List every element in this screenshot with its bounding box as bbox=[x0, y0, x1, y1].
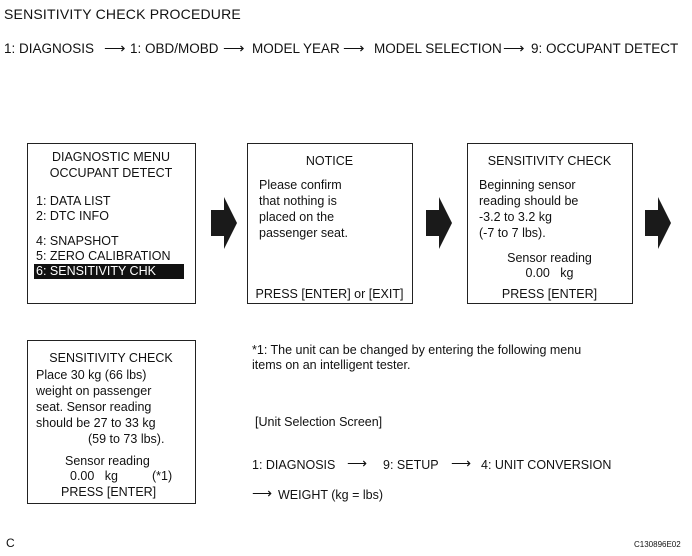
menu-item-data-list[interactable]: 1: DATA LIST bbox=[36, 194, 111, 208]
path-arrow: ⟶ bbox=[104, 40, 126, 57]
path-arrow: ⟶ bbox=[343, 40, 365, 57]
notice-screen bbox=[247, 143, 413, 304]
path-step-obd: 1: OBD/MOBD bbox=[130, 41, 219, 56]
sensor-reading-value: 0.00 kg bbox=[525, 266, 574, 280]
sensor-reading-value: 0.00 kg bbox=[70, 469, 118, 483]
path-step-model-year: MODEL YEAR bbox=[252, 41, 340, 56]
screen-title: SENSITIVITY CHECK bbox=[487, 154, 612, 168]
unit-weight: WEIGHT (kg = lbs) bbox=[278, 488, 383, 502]
unit-path-diagnosis: 1: DIAGNOSIS bbox=[252, 458, 336, 472]
menu-item-sensitivity-chk[interactable]: 6: SENSITIVITY CHK bbox=[34, 264, 184, 279]
notice-footer-prompt: PRESS [ENTER] or [EXIT] bbox=[255, 287, 404, 301]
screen-line: seat. Sensor reading bbox=[36, 400, 152, 414]
notice-line: passenger seat. bbox=[259, 226, 348, 240]
screen-footer-prompt: PRESS [ENTER] bbox=[501, 287, 598, 301]
figure-code: C130896E02 bbox=[634, 540, 681, 549]
diagnostic-menu-screen bbox=[27, 143, 196, 304]
unit-selection-label: [Unit Selection Screen] bbox=[255, 415, 383, 429]
screen-line: should be 27 to 33 kg bbox=[36, 416, 156, 430]
screen-footer-prompt: PRESS [ENTER] bbox=[61, 485, 157, 499]
footnote-line: *1: The unit can be changed by entering the following menu bbox=[252, 343, 582, 357]
screen-line: (59 to 73 lbs). bbox=[88, 432, 165, 446]
screen-line: (-7 to 7 lbs). bbox=[479, 226, 546, 240]
path-arrow: ⟶ bbox=[347, 455, 368, 471]
notice-line: that nothing is bbox=[259, 194, 337, 208]
notice-line: placed on the bbox=[259, 210, 335, 224]
sensor-reading-label: Sensor reading bbox=[507, 251, 592, 265]
flow-arrow-icon bbox=[426, 197, 452, 249]
path-step-diagnosis: 1: DIAGNOSIS bbox=[4, 41, 95, 56]
screen-title: SENSITIVITY CHECK bbox=[49, 351, 173, 365]
screen-line: reading should be bbox=[479, 194, 579, 208]
menu-title: DIAGNOSTIC MENU bbox=[51, 150, 171, 164]
menu-item-snapshot[interactable]: 4: SNAPSHOT bbox=[36, 234, 119, 248]
sensor-reading-label: Sensor reading bbox=[65, 454, 150, 468]
menu-item-zero-calibration[interactable]: 5: ZERO CALIBRATION bbox=[36, 249, 171, 263]
menu-item-dtc-info[interactable]: 2: DTC INFO bbox=[36, 209, 109, 223]
path-step-model-selection: MODEL SELECTION bbox=[374, 41, 502, 56]
screen-line: Place 30 kg (66 lbs) bbox=[36, 368, 147, 382]
sensitivity-check-weight-screen bbox=[27, 340, 196, 504]
flow-arrow-icon bbox=[645, 197, 671, 249]
screen-line: weight on passenger bbox=[36, 384, 152, 398]
page-title: SENSITIVITY CHECK PROCEDURE bbox=[4, 6, 241, 22]
notice-title: NOTICE bbox=[305, 154, 354, 168]
path-step-occupant-detect: 9: OCCUPANT DETECT bbox=[531, 41, 679, 56]
screen-line: Beginning sensor bbox=[479, 178, 576, 192]
path-arrow: ⟶ bbox=[503, 40, 525, 57]
figure-letter: C bbox=[6, 536, 15, 550]
unit-path-conversion: 4: UNIT CONVERSION bbox=[481, 458, 612, 472]
path-arrow: ⟶ bbox=[252, 485, 273, 501]
path-arrow: ⟶ bbox=[223, 40, 245, 57]
screen-line: -3.2 to 3.2 kg bbox=[479, 210, 552, 224]
flow-arrow-icon bbox=[211, 197, 237, 249]
footnote-marker: (*1) bbox=[152, 469, 173, 483]
unit-path-setup: 9: SETUP bbox=[383, 458, 439, 472]
sensitivity-check-screen bbox=[467, 143, 633, 304]
menu-subtitle: OCCUPANT DETECT bbox=[49, 166, 173, 180]
path-arrow: ⟶ bbox=[451, 455, 472, 471]
footnote-line: items on an intelligent tester. bbox=[252, 358, 411, 372]
notice-line: Please confirm bbox=[259, 178, 342, 192]
